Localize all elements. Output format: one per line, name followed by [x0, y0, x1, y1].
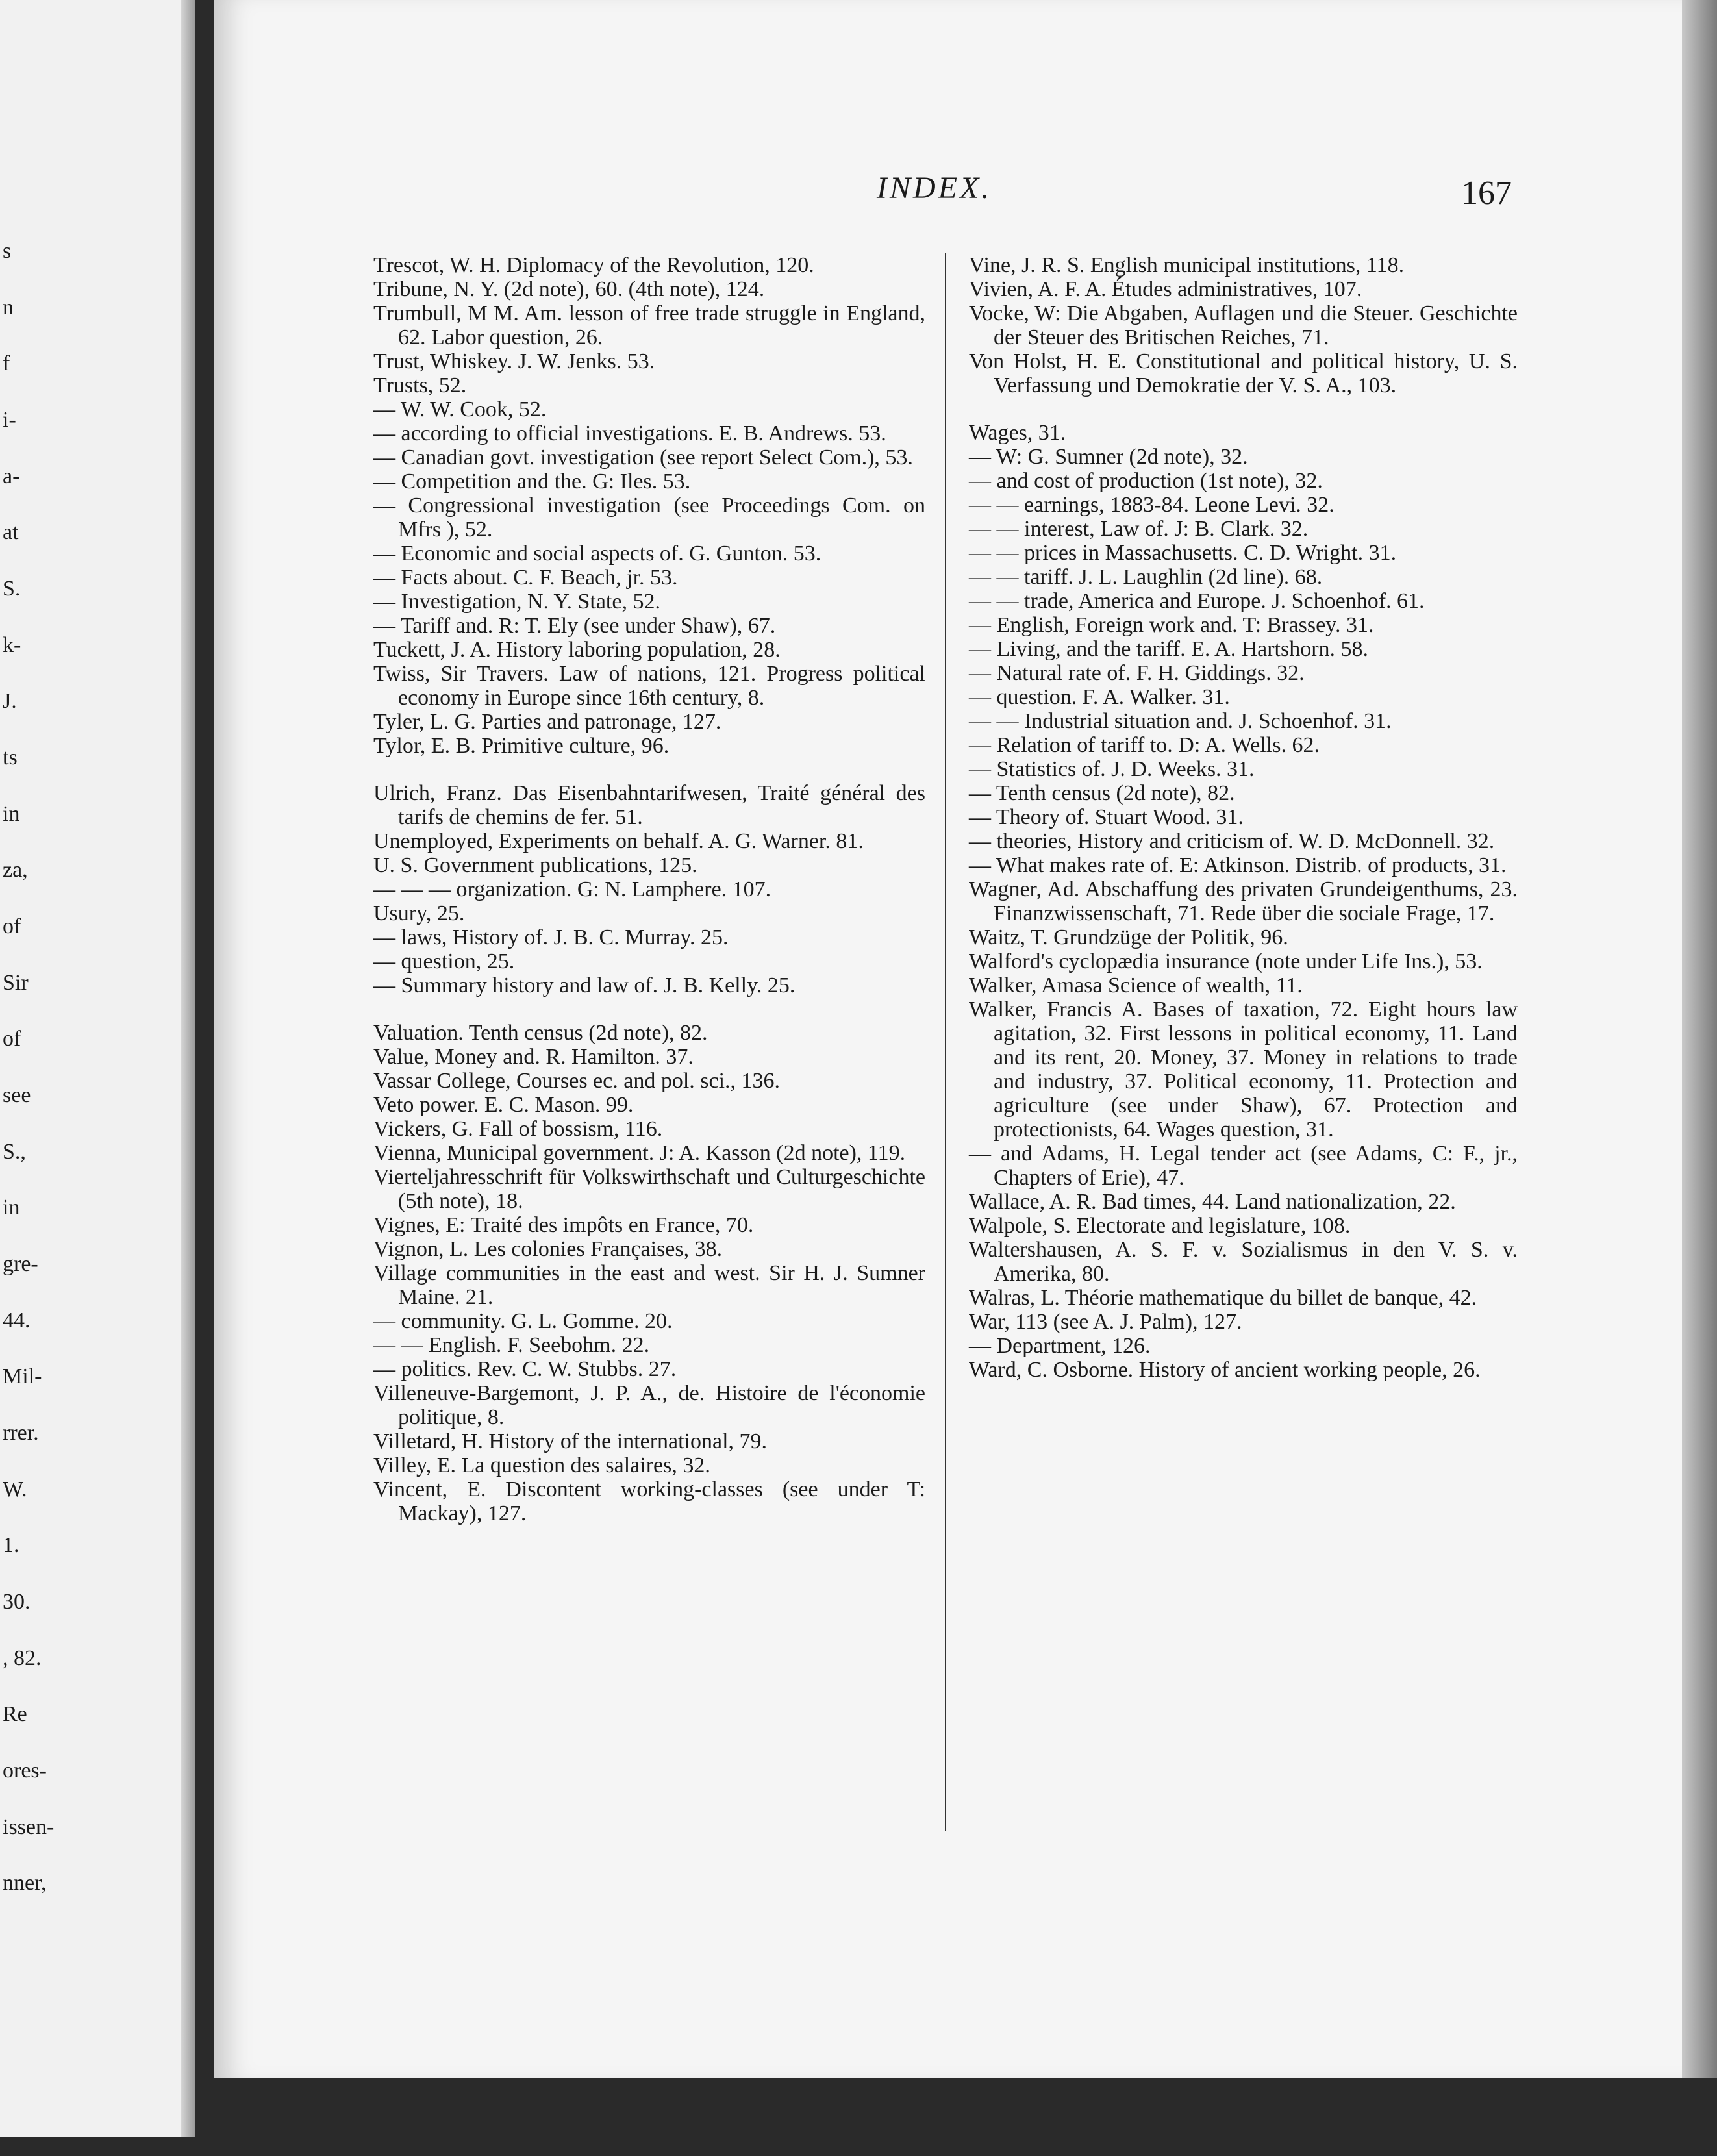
index-entry: Twiss, Sir Travers. Law of nations, 121. Progress political economy in Europe since 16th century, 8.: [373, 662, 925, 710]
index-entry: Vignon, L. Les colonies Françaises, 38.: [373, 1237, 723, 1261]
left-page-fragment: issen-: [3, 1815, 55, 1839]
index-column-left: [373, 253, 925, 1525]
index-entry: Vincent, E. Discontent working-classes (see under T: Mackay), 127.: [373, 1477, 925, 1525]
index-entry: — Relation of tariff to. D: A. Wells. 62.: [969, 733, 1320, 757]
left-page-fragment: k-: [3, 633, 21, 657]
index-entry: — — Industrial situation and. J. Schoenhof. 31.: [969, 709, 1392, 733]
index-entry: Vivien, A. F. A. Études administratives, 107.: [969, 277, 1362, 301]
index-entry: Villetard, H. History of the international, 79.: [373, 1429, 768, 1453]
column-divider: [945, 253, 946, 1831]
index-entry: Village communities in the east and west. Sir H. J. Sumner Maine. 21.: [373, 1261, 925, 1309]
section-gap: [969, 397, 1518, 421]
left-page-fragment: n: [3, 295, 14, 320]
index-entry: Vignes, E: Traité des impôts en France, 70.: [373, 1213, 754, 1237]
index-entry: Vine, J. R. S. English municipal institutions, 118.: [969, 253, 1405, 277]
index-entry: Ward, C. Osborne. History of ancient working people, 26.: [969, 1358, 1481, 1382]
index-entry: Walras, L. Théorie mathematique du billet de banque, 42.: [969, 1286, 1477, 1310]
index-entry: — Tariff and. R: T. Ely (see under Shaw), 67.: [373, 614, 776, 638]
left-page-edge: [0, 0, 195, 2137]
index-entry: Unemployed, Experiments on behalf. A. G. Warner. 81.: [373, 829, 864, 853]
index-entry: — Summary history and law of. J. B. Kelly. 25.: [373, 973, 796, 997]
index-entry: — Canadian govt. investigation (see report Select Com.), 53.: [373, 445, 913, 470]
index-entry: Vassar College, Courses ec. and pol. sci., 136.: [373, 1069, 781, 1093]
index-entry: Walpole, S. Electorate and legislature, 108.: [969, 1214, 1351, 1238]
index-entry: Value, Money and. R. Hamilton. 37.: [373, 1045, 694, 1069]
section-gap: [373, 997, 925, 1021]
left-page-fragment: of: [3, 1027, 21, 1051]
left-page-fragment: in: [3, 1196, 20, 1220]
page-number: 167: [1461, 175, 1512, 212]
index-entry: Tyler, L. G. Parties and patronage, 127.: [373, 710, 721, 734]
index-entry: Walker, Amasa Science of wealth, 11.: [969, 973, 1303, 997]
index-entry: — — tariff. J. L. Laughlin (2d line). 68.: [969, 565, 1323, 589]
index-entry: — Statistics of. J. D. Weeks. 31.: [969, 757, 1255, 781]
index-entry: Waltershausen, A. S. F. v. Sozialismus in den V. S. v. Amerika, 80.: [969, 1238, 1518, 1286]
index-entry: — politics. Rev. C. W. Stubbs. 27.: [373, 1357, 677, 1381]
index-entry: Tylor, E. B. Primitive culture, 96.: [373, 734, 670, 758]
left-page-fragment: a-: [3, 464, 20, 488]
index-entry: Wagner, Ad. Abschaffung des privaten Grundeigenthums, 23. Finanzwissenschaft, 71. Rede über die sociale Frage, 17.: [969, 877, 1518, 925]
index-entry: Valuation. Tenth census (2d note), 82.: [373, 1021, 708, 1045]
left-page-fragment: ts: [3, 746, 18, 770]
left-page-fragment: s: [3, 239, 12, 263]
index-entry: — question, 25.: [373, 949, 515, 973]
left-page-fragment: in: [3, 802, 20, 826]
index-entry: — Tenth census (2d note), 82.: [969, 781, 1235, 805]
left-page-fragment: f: [3, 351, 10, 375]
index-entry: War, 113 (see A. J. Palm), 127.: [969, 1310, 1242, 1334]
index-entry: Vickers, G. Fall of bossism, 116.: [373, 1117, 663, 1141]
left-page-fragment: of: [3, 914, 21, 938]
index-entry: Trumbull, M M. Am. lesson of free trade struggle in England, 62. Labor question, 26.: [373, 301, 925, 349]
left-page-fragment: W.: [3, 1477, 27, 1501]
left-page-fragment: Re: [3, 1702, 27, 1726]
index-entry: — and cost of production (1st note), 32.: [969, 469, 1323, 493]
left-page-fragment: i-: [3, 408, 16, 432]
index-entry: — question. F. A. Walker. 31.: [969, 685, 1230, 709]
index-entry: — community. G. L. Gomme. 20.: [373, 1309, 673, 1333]
left-page-fragment: S.: [3, 577, 21, 601]
index-entry: Vocke, W: Die Abgaben, Auflagen und die Steuer. Geschichte der Steuer des Britischen Reiches, 71.: [969, 301, 1518, 349]
left-page-fragment: , 82.: [3, 1646, 42, 1670]
index-entry: — W: G. Sumner (2d note), 32.: [969, 445, 1248, 469]
index-entry: — — prices in Massachusetts. C. D. Wright. 31.: [969, 541, 1397, 565]
index-entry: Vierteljahresschrift für Volkswirthschaft und Culturgeschichte (5th note), 18.: [373, 1165, 925, 1213]
index-entry: Vienna, Municipal government. J: A. Kasson (2d note), 119.: [373, 1141, 906, 1165]
index-entry: Veto power. E. C. Mason. 99.: [373, 1093, 634, 1117]
index-entry: Trust, Whiskey. J. W. Jenks. 53.: [373, 349, 655, 373]
left-page-fragment: gre-: [3, 1252, 38, 1276]
index-entry: Villeneuve-Bargemont, J. P. A., de. Histoire de l'économie politique, 8.: [373, 1381, 925, 1429]
index-entry: — — English. F. Seebohm. 22.: [373, 1333, 650, 1357]
index-entry: — Living, and the tariff. E. A. Hartshorn. 58.: [969, 637, 1369, 661]
left-page-text-fragments: [0, 240, 71, 1961]
left-page-fragment: Mil-: [3, 1364, 42, 1388]
index-entry: — and Adams, H. Legal tender act (see Adams, C: F., jr., Chapters of Erie), 47.: [969, 1142, 1518, 1190]
index-entry: — Theory of. Stuart Wood. 31.: [969, 805, 1244, 829]
left-page-fragment: rrer.: [3, 1421, 39, 1445]
index-column-right: [969, 253, 1518, 1382]
left-page-fragment: S.,: [3, 1140, 26, 1164]
index-entry: — Facts about. C. F. Beach, jr. 53.: [373, 566, 678, 590]
index-entry: — Congressional investigation (see Proceedings Com. on Mfrs ), 52.: [373, 494, 925, 542]
index-entry: — laws, History of. J. B. C. Murray. 25.: [373, 925, 729, 949]
index-entry: — W. W. Cook, 52.: [373, 397, 547, 421]
binding-gutter: [181, 0, 195, 2137]
index-entry: — — interest, Law of. J: B. Clark. 32.: [969, 517, 1309, 541]
index-entry: Walker, Francis A. Bases of taxation, 72. Eight hours law agitation, 32. First lessons in political economy, 11. Land and its rent, 20. Money, 37. Money in relations to trade and industry, 37. Political economy, 11. Protection and agriculture (see under Shaw), 67. Protection and protectionists, 64. Wages question, 31.: [969, 997, 1518, 1142]
index-entry: — Investigation, N. Y. State, 52.: [373, 590, 660, 614]
index-entry: Walford's cyclopædia insurance (note under Life Ins.), 53.: [969, 949, 1483, 973]
left-page-fragment: at: [3, 520, 19, 544]
index-entry: Waitz, T. Grundzüge der Politik, 96.: [969, 925, 1288, 949]
left-page-fragment: 30.: [3, 1590, 31, 1614]
section-gap: [373, 758, 925, 781]
index-entry: — Economic and social aspects of. G. Gunton. 53.: [373, 542, 821, 566]
index-entry: Usury, 25.: [373, 901, 465, 925]
index-entry: — Natural rate of. F. H. Giddings. 32.: [969, 661, 1305, 685]
index-entry: Von Holst, H. E. Constitutional and political history, U. S. Verfassung und Demokratie der V. S. A., 103.: [969, 349, 1518, 397]
index-entry: — according to official investigations. E. B. Andrews. 53.: [373, 421, 886, 445]
index-entry: Tuckett, J. A. History laboring population, 28.: [373, 638, 781, 662]
left-page-fragment: 44.: [3, 1309, 31, 1333]
index-entry: — — earnings, 1883-84. Leone Levi. 32.: [969, 493, 1335, 517]
index-entry: Wages, 31.: [969, 421, 1066, 445]
index-entry: — Department, 126.: [969, 1334, 1151, 1358]
index-entry: U. S. Government publications, 125.: [373, 853, 697, 877]
page-edge-shadow: [1682, 0, 1717, 2078]
index-entry: — What makes rate of. E: Atkinson. Distrib. of products, 31.: [969, 853, 1507, 877]
left-page-fragment: nner,: [3, 1871, 47, 1895]
left-page-fragment: Sir: [3, 971, 29, 995]
index-entry: Tribune, N. Y. (2d note), 60. (4th note), 124.: [373, 277, 765, 301]
left-page-fragment: J.: [3, 689, 17, 713]
running-head: INDEX.: [877, 171, 992, 205]
index-entry: — English, Foreign work and. T: Brassey. 31.: [969, 613, 1374, 637]
index-entry: — Competition and the. G: Iles. 53.: [373, 470, 691, 494]
left-page-fragment: see: [3, 1083, 31, 1107]
left-page-fragment: 1.: [3, 1533, 19, 1557]
index-entry: Villey, E. La question des salaires, 32.: [373, 1453, 710, 1477]
left-page-fragment: ores-: [3, 1759, 47, 1783]
index-entry: — — trade, America and Europe. J. Schoenhof. 61.: [969, 589, 1425, 613]
index-entry: Ulrich, Franz. Das Eisenbahntarifwesen, Traité général des tarifs de chemins de fer. 51.: [373, 781, 925, 829]
index-entry: — theories, History and criticism of. W. D. McDonnell. 32.: [969, 829, 1495, 853]
index-entry: — — — organization. G: N. Lamphere. 107.: [373, 877, 771, 901]
index-entry: Trescot, W. H. Diplomacy of the Revolution, 120.: [373, 253, 814, 277]
index-entry: Trusts, 52.: [373, 373, 467, 397]
left-page-fragment: za,: [3, 858, 28, 882]
index-entry: Wallace, A. R. Bad times, 44. Land nationalization, 22.: [969, 1190, 1456, 1214]
